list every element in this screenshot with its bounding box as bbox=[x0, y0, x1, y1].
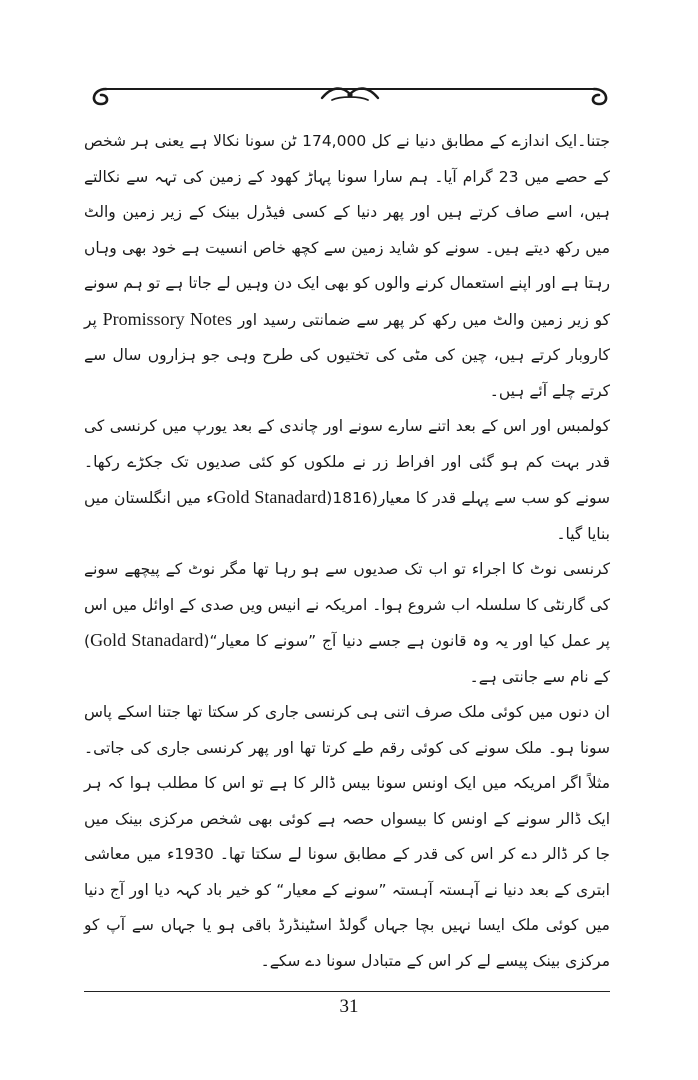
paragraph bbox=[84, 695, 610, 979]
english-term: Gold Stanadard bbox=[213, 487, 327, 507]
text-run: ان دنوں میں کوئی ملک صرف اتنی ہی کرنسی جاری کر سکتا تھا جتنا اسکے پاس سونا ہو۔ ملک سونے کی کوئی رقم طے کرتا تھا اور پھر کرنسی جاری کی جاتی۔ مثلاً اگر امریکہ میں ایک اونس سونا بیس ڈالر کا ہے تو اس کا مطلب ہوا کہ ہر ایک ڈالر سونے کے اونس کا بیسواں حصہ ہے کوئی بھی شخص مرکزی بینک میں جا کر ڈالر دے کر اس کی قدر کے مطابق سونا لے سکتا تھا۔ 1930ء میں معاشی ابتری کے بعد دنیا نے آہستہ آہستہ ”سونے کے معیار“ کو خیر باد کہہ دیا اور آج دنیا میں کوئی ملک ایسا نہیں بچا جہاں گولڈ اسٹینڈرڈ باقی ہو یا جہاں سے آپ کو مرکزی بینک پیسے لے کر اس کے متبادل سونا دے سکے۔ bbox=[84, 703, 610, 970]
paragraph bbox=[84, 409, 610, 552]
text-run: کرنسی نوٹ کا اجراء تو اب تک صدیوں سے ہو رہا تھا مگر نوٹ کے پیچھے سونے کی گارنٹی کا سلسلہ اب شروع ہوا۔ امریکہ نے انیس ویں صدی کے اوائل میں اس پر عمل کیا اور یہ وہ قانون ہے جسے دنیا آج ”سونے کا معیار“( bbox=[84, 560, 610, 650]
text-run: پر کاروبار کرتے ہیں، چین کی مٹی کی تختیوں کی طرح وہی جو ہزاروں سال سے کرتے چلے آئے ہیں۔ bbox=[84, 310, 610, 400]
text-run: ) کے نام سے جانتی ہے۔ bbox=[84, 632, 610, 686]
english-term: Gold Stanadard bbox=[90, 630, 204, 650]
paragraph bbox=[84, 124, 610, 409]
page-number: 31 bbox=[339, 996, 359, 1017]
paragraph bbox=[84, 552, 610, 695]
footer-divider bbox=[84, 991, 610, 992]
text-run: کولمبس اور اس کے بعد اتنے سارے سونے اور چاندی کے بعد یورپ میں کرنسی کی قدر بہت کم ہو گئی اور افراط زر نے ملکوں کو کئی صدیوں تک جکڑے رکھا۔ سونے کو سب سے پہلے قدر کا معیار( bbox=[84, 417, 610, 507]
scroll-divider-icon bbox=[86, 74, 614, 114]
page-body bbox=[84, 124, 610, 979]
text-run: جتنا۔ایک اندازے کے مطابق دنیا نے کل 174,000 ٹن سونا نکالا ہے یعنی ہر شخص کے حصے میں 23 گرام آیا۔ ہم سارا سونا پہاڑ کھود کے زمین کی تہہ سے نکالتے ہیں، اسے صاف کرتے ہیں اور پھر دنیا کے کسی فیڈرل بینک کے زیر زمین والٹ میں رکھ دیتے ہیں۔ سونے کو شاید زمین سے کچھ خاص انسیت ہے خود بھی وہاں رہتا ہے اور اپنے استعمال کرنے والوں کو بھی ایک دن وہیں لے جاتا ہے تو ہم سونے کو زیر زمین والٹ میں رکھ کر پھر سے ضمانتی رسید اور bbox=[84, 132, 610, 329]
text-run: )1816ء میں انگلستان میں بنایا گیا۔ bbox=[84, 489, 610, 543]
english-term: Promissory Notes bbox=[102, 308, 233, 329]
